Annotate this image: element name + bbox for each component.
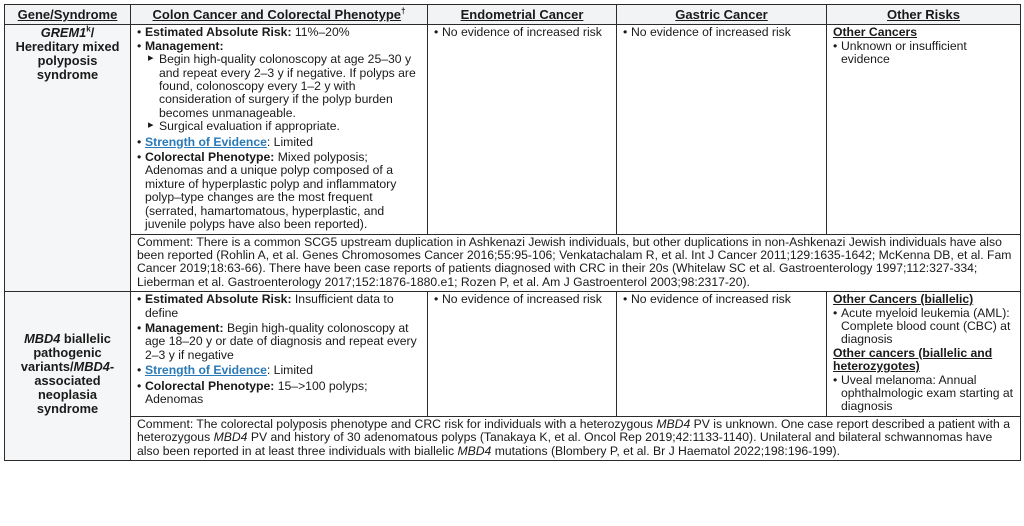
endometrial-cell-grem1 (428, 25, 617, 234)
colon-cell-mbd4 (131, 292, 428, 417)
comment-row-grem1 (5, 234, 1021, 292)
gene-cell-mbd4: MBD4 biallelic pathogenic variants/MBD4-associated neoplasia syndrome (5, 292, 131, 461)
guideline-table (4, 4, 1021, 461)
endometrial-cell-mbd4 (428, 292, 617, 417)
list-item-evidence: • Strength of Evidence: Limited (137, 364, 421, 377)
colon-list (137, 26, 421, 231)
gene-name: MBD4 (73, 359, 110, 375)
list-item: • No evidence of increased risk (623, 293, 820, 306)
table-row-grem1 (5, 25, 1021, 234)
header-gene-syndrome: Gene/Syndrome (5, 5, 131, 25)
list-item: • Acute myeloid leukemia (AML): Complete blood count (CBC) at diagnosis (833, 307, 1014, 347)
list-item: • Unknown or insufficient evidence (833, 40, 1014, 67)
footnote-marker: k (86, 25, 91, 35)
table-row-mbd4 (5, 292, 1021, 417)
management-sublist (145, 53, 421, 133)
header-colon-cancer: Colon Cancer and Colorectal Phenotype† (131, 5, 428, 25)
other-risks-cell-mbd4 (827, 292, 1021, 417)
other-cancers-heterozygotes-heading: Other cancers (biallelic and heterozygotes) (833, 345, 993, 374)
strength-of-evidence-link[interactable]: Strength of Evidence (145, 134, 267, 149)
header-row (5, 5, 1021, 25)
gastric-cell-mbd4 (617, 292, 827, 417)
list-item-management: • Management: ▸ Begin high-quality colonoscopy at age 25–30 y and repeat every 2–3 y if negative. If polyps are found, colonoscopy every 1–2 y with consideration of surgery if the polyp burden becomes unmanageable. ▸ Surgical evaluation if appropriate. (137, 40, 421, 134)
other-cancers-heading: Other Cancers (833, 25, 917, 40)
list-item: • No evidence of increased risk (623, 26, 820, 39)
comment-row-mbd4 (5, 416, 1021, 460)
list-item-phenotype: • Colorectal Phenotype: Mixed polyposis; Adenomas and a unique polyp composed of a mixture of hyperplastic polyp and inflammatory polyp–type changes are the most frequent (serrated, hamartomatous, hyperplastic, and juvenile polyps have also been reported). (137, 151, 421, 231)
header-other-risks: Other Risks (827, 5, 1021, 25)
sublist-item: ▸ Surgical evaluation if appropriate. (145, 120, 421, 133)
colon-cell-grem1 (131, 25, 428, 234)
sublist-item: ▸ Begin high-quality colonoscopy at age 25–30 y and repeat every 2–3 y if negative. If polyps are found, colonoscopy every 1–2 y with consideration of surgery if the polyp burden becomes unmanageable. (145, 53, 421, 120)
gastric-cell-grem1 (617, 25, 827, 234)
header-gastric-cancer: Gastric Cancer (617, 5, 827, 25)
strength-of-evidence-link[interactable]: Strength of Evidence (145, 363, 267, 378)
other-cancers-biallelic-heading: Other Cancers (biallelic) (833, 292, 974, 307)
list-item-risk: • Estimated Absolute Risk: 11%–20% (137, 26, 421, 39)
list-item: • Uveal melanoma: Annual ophthalmologic exam starting at diagnosis (833, 374, 1014, 414)
gene-cell-grem1: GREM1$^k$/ Hereditary mixed polyposis syndrome (5, 25, 131, 292)
dagger-footnote: † (401, 6, 406, 16)
syndrome-name: Hereditary mixed polyposis syndrome (15, 39, 120, 83)
gene-name: GREM1 (40, 25, 87, 41)
header-endometrial-cancer: Endometrial Cancer (428, 5, 617, 25)
list-item: • No evidence of increased risk (434, 293, 610, 306)
comment-cell-grem1: Comment: There is a common SCG5 upstream duplication in Ashkenazi Jewish individuals, but other duplications in non-Ashkenazi Jewish individuals have also been reported (Rohlin A, et al. Genes Chromosomes Cancer 2016;55:95-106; Venkatachalam R, et al. Int J Cancer 2011;129:1635-1642; McKenna DB, et al. Fam Cancer 2019;18:63-66). There have been case reports of patients diagnosed with CRC in their 20s (Whitelaw SC et al. Gastroenterology 1997;112:327-334; Lieberman et al. Gastroenterology 2017;152:1876-1880.e1; Rozen P, et al. Am J Gastroenterol 2003;98:2317-20). (131, 234, 1021, 292)
comment-cell-mbd4: Comment: The colorectal polyposis phenotype and CRC risk for individuals with a heterozygous MBD4 PV is unknown. One case report described a patient with a heterozygous MBD4 PV and history of 30 adenomatous polyps (Tanakaya K, et al. Oncol Rep 2019;42:1133-1140). Unilateral and bilateral schwannomas have also been reported in at least three individuals with biallelic MBD4 mutations (Blombery P, et al. Br J Haematol 2022;198:196-199). (131, 416, 1021, 460)
list-item: • No evidence of increased risk (434, 26, 610, 39)
other-risks-cell-grem1 (827, 25, 1021, 234)
list-item-risk: • Estimated Absolute Risk: Insufficient data to define (137, 293, 421, 320)
list-item-management: • Management: Begin high-quality colonoscopy at age 18–20 y or date of diagnosis and repeat every 2–3 y if negative (137, 322, 421, 362)
colon-list (137, 293, 421, 406)
list-item-evidence: • Strength of Evidence: Limited (137, 136, 421, 149)
list-item-phenotype: • Colorectal Phenotype: 15–>100 polyps; Adenomas (137, 380, 421, 407)
gene-name: MBD4 (24, 331, 61, 347)
